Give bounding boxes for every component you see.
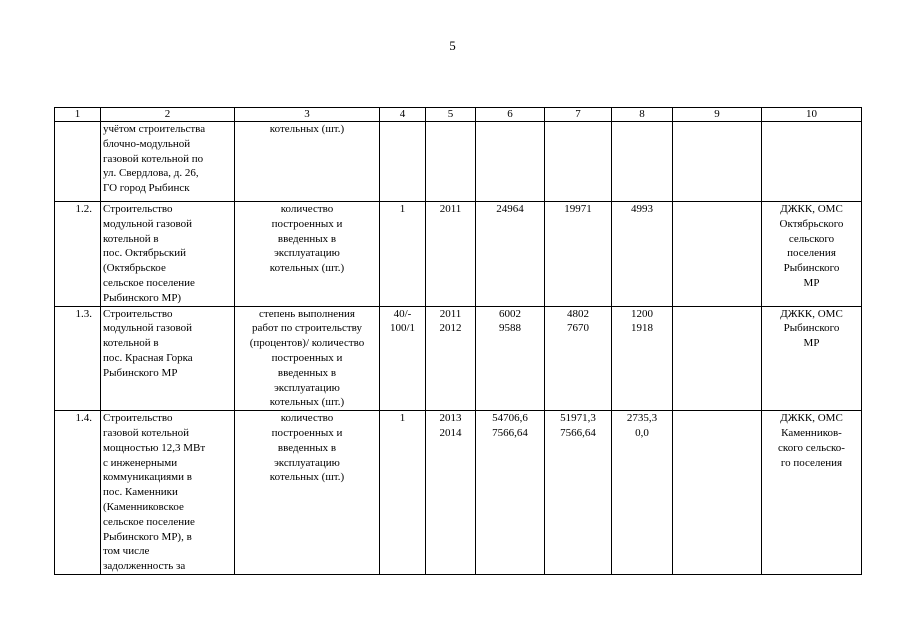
page-number: 5 (449, 38, 456, 53)
cell-line: ского сельско- (778, 441, 845, 454)
cell-line: учётом строительства (103, 123, 206, 135)
header-cell: 8 (612, 108, 673, 122)
row-number-cell: 1.2. (55, 202, 101, 307)
cell-line: 51971,3 (560, 412, 596, 425)
cell-line: Рыбинского (783, 262, 840, 275)
cell-line: Рыбинского (783, 322, 840, 335)
column-9-cell (673, 202, 762, 307)
years-cell (426, 306, 476, 411)
local-budget-cell (612, 411, 673, 575)
column-9-cell (673, 122, 762, 202)
table-row (55, 306, 862, 411)
cell-line: (процентов)/ количество (249, 337, 365, 350)
cell-line: 1 (399, 412, 406, 425)
cell-line: 1 (399, 203, 406, 215)
header-cell: 3 (235, 108, 380, 122)
cell-line: эксплуатацию (274, 381, 340, 394)
indicator-cell (235, 411, 380, 575)
cell-line: МР (803, 337, 820, 350)
cell-line: построенных и (271, 217, 343, 230)
cell-line: газовой котельной (103, 426, 190, 439)
regional-budget-cell (545, 306, 612, 411)
cell-line: 7566,64 (560, 426, 596, 439)
row-number-cell (55, 122, 101, 202)
cell-line: сельского (788, 232, 835, 245)
cell-line: введенных в (277, 232, 337, 245)
header-cell: 7 (545, 108, 612, 122)
cell-line: степень выполнения (259, 307, 355, 320)
regional-budget-cell (545, 411, 612, 575)
cell-line: МР (803, 276, 820, 289)
column-9-cell (673, 411, 762, 575)
cell-line: Октябрьского (779, 217, 844, 230)
cell-line: 54706,6 (492, 412, 528, 425)
cell-line: сельское поселение (103, 276, 195, 289)
cell-line: работ по строительству (252, 322, 362, 335)
cell-line: Рыбинского МР (103, 366, 178, 379)
local-budget-cell (612, 306, 673, 411)
total-cell (476, 122, 545, 202)
local-budget-cell (612, 202, 673, 307)
cell-line: котельных (шт.) (269, 396, 345, 409)
cell-line: 6002 (499, 307, 521, 320)
local-budget-cell (612, 122, 673, 202)
header-cell: 1 (55, 108, 101, 122)
regional-budget-cell (545, 122, 612, 202)
header-row (55, 108, 862, 122)
cell-line: том числе (103, 545, 150, 558)
header-cell: 4 (380, 108, 426, 122)
cell-line: 24964 (496, 203, 524, 215)
cell-line: Строительство (103, 203, 173, 215)
cell-line: модульной газовой (103, 217, 192, 230)
cell-line: ул. Свердлова, д. 26, (103, 167, 199, 180)
table-row (55, 411, 862, 575)
program-table (54, 107, 862, 575)
executor-cell (762, 202, 862, 307)
cell-line: поселения (787, 247, 836, 260)
cell-line: пос. Каменники (103, 486, 178, 499)
cell-line: котельных (шт.) (269, 262, 345, 275)
cell-line: 7670 (567, 322, 589, 335)
cell-line: 2012 (439, 322, 462, 335)
cell-line: котельных (шт.) (269, 471, 345, 484)
executor-cell (762, 411, 862, 575)
cell-line: котельной в (103, 337, 159, 350)
executor-cell (762, 122, 862, 202)
row-number-cell: 1.4. (55, 411, 101, 575)
header-cell: 6 (476, 108, 545, 122)
target-value-cell (380, 122, 426, 202)
header-cell: 5 (426, 108, 476, 122)
column-9-cell (673, 306, 762, 411)
cell-line: Каменников- (781, 426, 842, 439)
row-number-cell: 1.3. (55, 306, 101, 411)
name-cell (101, 306, 235, 411)
cell-line: 7566,64 (492, 426, 528, 439)
cell-line: 19971 (564, 203, 592, 215)
name-cell (101, 411, 235, 575)
cell-line: ГО город Рыбинск (103, 182, 190, 195)
target-value-cell (380, 202, 426, 307)
executor-cell (762, 306, 862, 411)
years-cell (426, 122, 476, 202)
indicator-cell (235, 202, 380, 307)
cell-line: блочно-модульной (103, 137, 191, 150)
cell-line: мощностью 12,3 МВт (103, 441, 206, 454)
total-cell (476, 411, 545, 575)
cell-line: коммуникациями в (103, 471, 192, 484)
cell-line: ДЖКК, ОМС (780, 307, 843, 320)
cell-line: 100/1 (389, 322, 416, 335)
cell-line: 1200 (631, 307, 653, 320)
cell-line: модульной газовой (103, 322, 192, 335)
cell-line: 40/- (393, 307, 412, 320)
cell-line: 1918 (631, 322, 653, 335)
cell-line: 4802 (567, 307, 589, 320)
total-cell (476, 306, 545, 411)
name-cell (101, 122, 235, 202)
cell-line: котельных (шт.) (269, 123, 345, 135)
cell-line: 2014 (439, 426, 462, 439)
cell-line: Строительство (103, 307, 173, 320)
header-cell: 9 (673, 108, 762, 122)
cell-line: 2011 (439, 203, 462, 215)
cell-line: ДЖКК, ОМС (780, 203, 843, 215)
cell-line: Рыбинского МР), в (103, 530, 192, 543)
cell-line: Рыбинского МР) (103, 291, 182, 304)
cell-line: 2735,3 (626, 412, 658, 425)
table-row (55, 122, 862, 202)
cell-line: ДЖКК, ОМС (780, 412, 843, 425)
cell-line: 2013 (439, 412, 462, 425)
cell-line: го поселения (780, 456, 843, 469)
cell-line: сельское поселение (103, 515, 195, 528)
indicator-cell (235, 122, 380, 202)
cell-line: построенных и (271, 426, 343, 439)
total-cell (476, 202, 545, 307)
name-cell (101, 202, 235, 307)
cell-line: 2011 (439, 307, 462, 320)
cell-line: задолженность за (103, 560, 186, 573)
cell-line: эксплуатацию (274, 456, 340, 469)
cell-line: введенных в (277, 366, 337, 379)
cell-line: эксплуатацию (274, 247, 340, 260)
cell-line: количество (280, 203, 334, 215)
cell-line: газовой котельной по (103, 152, 204, 165)
years-cell (426, 202, 476, 307)
cell-line: построенных и (271, 351, 343, 364)
regional-budget-cell (545, 202, 612, 307)
cell-line: Строительство (103, 412, 173, 425)
cell-line: пос. Октябрьский (103, 247, 187, 260)
years-cell (426, 411, 476, 575)
cell-line: введенных в (277, 441, 337, 454)
cell-line: (Каменниковское (103, 500, 184, 513)
cell-line: 9588 (499, 322, 521, 335)
target-value-cell (380, 306, 426, 411)
indicator-cell (235, 306, 380, 411)
cell-line: пос. Красная Горка (103, 351, 193, 364)
cell-line: 0,0 (635, 426, 649, 439)
cell-line: котельной в (103, 232, 159, 245)
cell-line: с инженерными (103, 456, 178, 469)
target-value-cell (380, 411, 426, 575)
table-row (55, 202, 862, 307)
cell-line: 4993 (631, 203, 653, 215)
cell-line: количество (280, 412, 334, 425)
cell-line: (Октябрьское (103, 262, 166, 275)
header-cell: 10 (762, 108, 862, 122)
header-cell: 2 (101, 108, 235, 122)
